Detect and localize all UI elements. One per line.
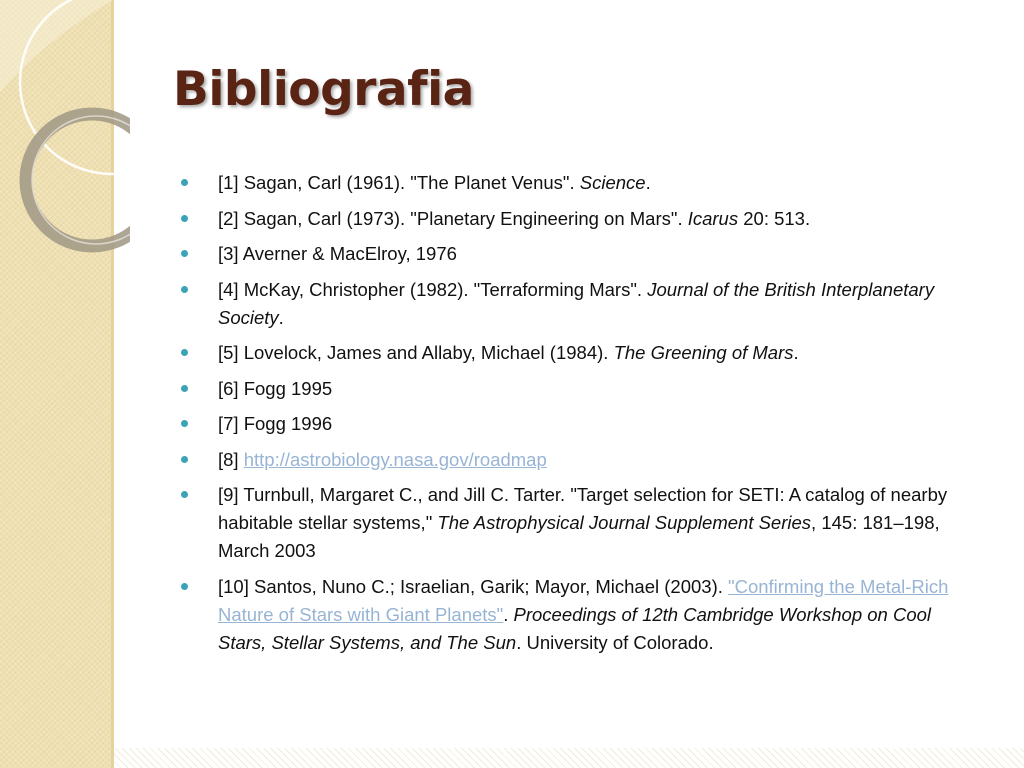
bullet-icon [181,179,188,186]
ref-text: [10] Santos, Nuno C.; Israelian, Garik; Mayor, Michael (2003). [218,575,729,597]
ref-text-end: . University of Colorado. [516,631,714,653]
ref-text: [5] Lovelock, James and Allaby, Michael (1984). [218,342,614,363]
bullet-icon [181,491,188,498]
bibliography-list [178,169,978,664]
ref-text: [7] Fogg 1996 [218,413,333,434]
ref-italic-title: Icarus [687,207,739,229]
page-title: Bibliografia [173,62,474,117]
reference-item [178,481,978,565]
ref-italic-title: Science [579,172,646,193]
ref-link[interactable]: "Confirming the Metal-Rich Nature of Stars with Giant Planets" [218,575,949,625]
reference-item [178,573,978,657]
bullet-icon [181,385,188,392]
grey-ring [26,114,130,246]
ref-text: [9] Turnbull, Margaret C., and Jill C. Tarter. "Target selection for SETI: A catalog of nearby habitable stellar systems," [218,484,948,533]
reference-item [178,375,978,403]
reference-item [178,339,978,367]
ref-text: [1] Sagan, Carl (1961). "The Planet Venus". [218,172,580,193]
ref-text: [6] Fogg 1995 [218,377,333,399]
ref-text: [8] [218,448,244,470]
ref-italic-title: Journal of the British Interplanetary Society [218,278,935,328]
ref-text: [4] McKay, Christopher (1982). "Terraforming Mars". [218,278,648,300]
bullet-icon [181,456,188,463]
ref-text-tail: . [503,603,514,625]
ref-text: [2] Sagan, Carl (1973). "Planetary Engineering on Mars". [218,207,688,229]
bullet-icon [181,583,188,590]
reference-item [178,276,978,332]
bullet-icon [181,420,188,427]
reference-item [178,205,978,233]
ref-italic-title: The Greening of Mars [613,342,794,363]
ref-text-tail: 20: 513. [738,207,811,229]
ref-text-tail: . [278,306,284,328]
ref-italic-proceedings: Proceedings of 12th Cambridge Workshop on Cool Stars, Stellar Systems, and The Sun [218,603,932,653]
bullet-icon [181,349,188,356]
bullet-icon [181,215,188,222]
bottom-pattern-strip [113,748,1024,768]
bullet-icon [181,250,188,257]
ref-link[interactable]: http://astrobiology.nasa.gov/roadmap [243,448,547,470]
reference-item [178,410,978,438]
ref-text: [3] Averner & MacElroy, 1976 [218,243,457,264]
light-circle-fill [0,0,113,92]
ref-text-tail: . [645,172,651,193]
bullet-icon [181,286,188,293]
decorative-circles-graphic [0,0,130,260]
reference-item [178,169,978,197]
ref-text-tail: . [793,342,799,363]
reference-item [178,446,978,474]
ref-text-tail: , 145: 181–198, March 2003 [218,512,940,561]
ref-italic-title: The Astrophysical Journal Supplement Series [437,512,812,533]
reference-item [178,240,978,268]
